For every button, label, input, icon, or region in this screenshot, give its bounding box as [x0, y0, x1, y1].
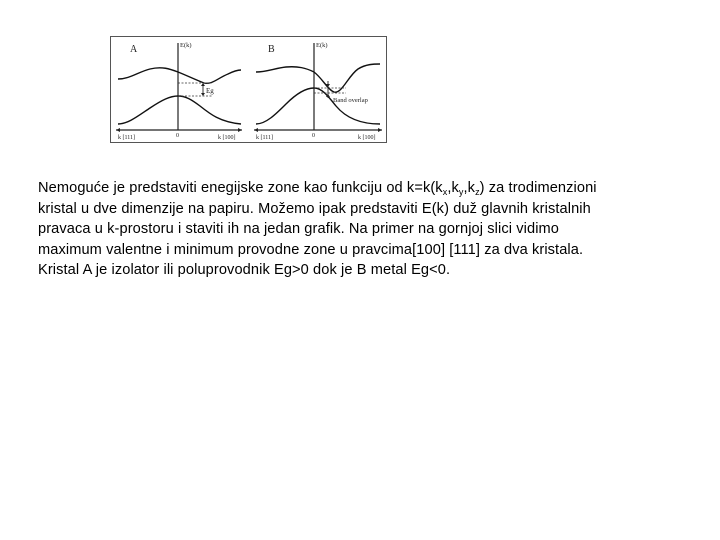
panel-b-label: B — [268, 44, 275, 55]
panel-a-right-axis-label: k [100] — [218, 135, 236, 141]
caption-kz-prefix: ,k — [463, 180, 476, 196]
panel-b-origin-label: 0 — [312, 133, 315, 139]
panel-a-origin-label: 0 — [176, 133, 179, 139]
caption-line-2: kristal u dve dimenzije na papiru. Možemo ipak predstaviti E(k) duž glavnih kristalnih — [38, 200, 591, 217]
panel-b-right-axis-label: k [100] — [358, 135, 376, 141]
panel-b-ylabel: E(k) — [316, 42, 328, 49]
caption-line-1 — [38, 178, 698, 199]
caption-line-1-end: ) za trodimenzioni — [479, 180, 597, 196]
panel-a-left-axis-label: k [111] — [118, 135, 136, 141]
panel-a-gap-label: Eg — [206, 87, 214, 95]
caption-text — [38, 178, 698, 281]
panel-a-ylabel: E(k) — [180, 42, 192, 49]
panel-b-overlap-label: Band overlap — [333, 97, 368, 104]
figure-frame — [111, 37, 387, 143]
panel-b-left-axis-label: k [111] — [256, 135, 274, 141]
caption-line-3: pravaca u k-prostoru i staviti ih na jedan grafik. Na primer na gornjoj slici vidimo — [38, 221, 560, 238]
caption-line-5: Kristal A je izolator ili poluprovodnik Eg>0 dok je B metal Eg<0. — [38, 262, 451, 279]
subscript-x: x — [442, 187, 448, 197]
panel-a-label: A — [130, 44, 138, 55]
caption-line-1-start: Nemoguće je predstaviti enegijske zone kao funkciju od k=k(k — [38, 180, 443, 196]
subscript-y: y — [458, 187, 464, 197]
band-structure-figure — [110, 36, 387, 143]
band-structure-svg — [110, 36, 387, 143]
caption-ky-prefix: ,k — [447, 180, 459, 196]
subscript-z: z — [475, 187, 480, 197]
caption-line-4: maximum valentne i minimum provodne zone u pravcima[100] [111] za dva kristala. — [38, 241, 584, 258]
